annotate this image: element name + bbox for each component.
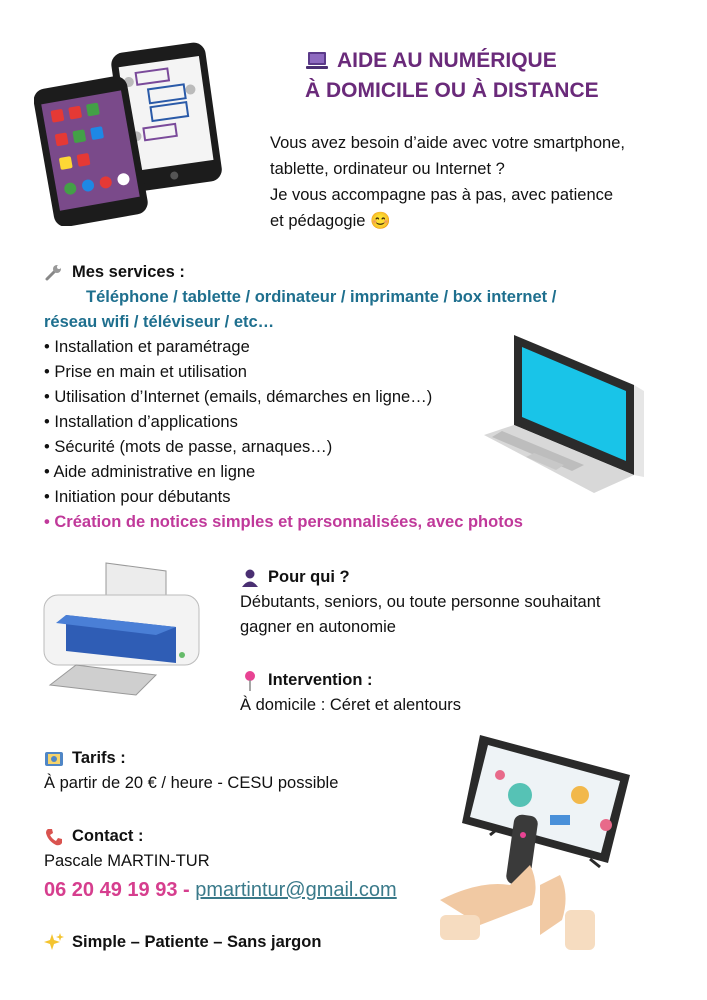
list-item-highlight: • Création de notices simples et personnalisées, avec photos: [44, 510, 664, 535]
laptop-illustration: [484, 325, 669, 495]
pourqui-line-1: Débutants, seniors, ou toute personne souhaitant: [240, 593, 601, 611]
intro-line-4: et pédagogie: [270, 212, 366, 230]
money-icon: [44, 750, 64, 768]
tarifs-heading: [44, 746, 338, 771]
contact-heading: [44, 824, 397, 849]
list-item: • Aide administrative en ligne: [44, 460, 664, 485]
pourqui-heading-label: Pour qui ?: [268, 568, 350, 586]
list-item: • Sécurité (mots de passe, arnaques…): [44, 435, 664, 460]
list-item: • Initiation pour débutants: [44, 485, 664, 510]
list-item: • Installation et paramétrage: [44, 335, 664, 360]
tarifs-text: À partir de 20 € / heure - CESU possible: [44, 774, 339, 792]
pourqui-line-2: gagner en autonomie: [240, 618, 396, 636]
phone-number-link[interactable]: 06 20 49 19 93: [44, 879, 178, 901]
intervention-text: À domicile : Céret et alentours: [240, 696, 462, 714]
contact-name: Pascale MARTIN-TUR: [44, 852, 210, 870]
tv-remote-illustration: [440, 735, 640, 955]
list-item: • Installation d’applications: [44, 410, 664, 435]
intro-line-3: Je vous accompagne pas à pas, avec patience: [270, 186, 614, 204]
pourqui-section: [240, 565, 660, 640]
sparkles-icon: [44, 932, 64, 952]
tarifs-heading-label: Tarifs :: [72, 749, 126, 767]
pourqui-heading: [240, 565, 660, 590]
page-title: [305, 46, 599, 106]
contact-separator: -: [177, 879, 196, 901]
printer-illustration: [36, 555, 206, 705]
contact-section: [44, 824, 397, 903]
services-heading-label: Mes services :: [72, 263, 185, 281]
laptop-icon: [305, 50, 329, 72]
title-line-2: À DOMICILE OU À DISTANCE: [305, 79, 599, 102]
smile-emoji-icon: 😊: [370, 212, 391, 230]
tagline: [44, 932, 321, 952]
phone-icon: [44, 827, 64, 847]
tagline-text: Simple – Patiente – Sans jargon: [72, 932, 322, 951]
person-icon: [240, 568, 260, 588]
intervention-heading-label: Intervention :: [268, 671, 373, 689]
wrench-icon: [44, 263, 64, 283]
contact-heading-label: Contact :: [72, 827, 144, 845]
email-link[interactable]: pmartintur@gmail.com: [195, 879, 397, 901]
intervention-heading: [240, 668, 660, 693]
list-item: • Utilisation d’Internet (emails, démarches en ligne…): [44, 385, 664, 410]
intro-line-1: Vous avez besoin d’aide avec votre smartphone,: [270, 134, 625, 152]
contact-line: [44, 878, 397, 903]
services-heading: [44, 260, 664, 285]
intervention-section: [240, 668, 660, 718]
smartphones-illustration: [34, 36, 244, 226]
title-line-1: AIDE AU NUMÉRIQUE: [337, 49, 557, 72]
intro-line-2: tablette, ordinateur ou Internet ?: [270, 160, 505, 178]
intro-text: [270, 130, 690, 234]
pin-icon: [240, 670, 260, 692]
devices-line-1: Téléphone / tablette / ordinateur / imprimante / box internet /: [86, 288, 557, 306]
tarifs-section: [44, 746, 338, 796]
devices-line-2: réseau wifi / téléviseur / etc…: [44, 313, 275, 331]
list-item: • Prise en main et utilisation: [44, 360, 664, 385]
